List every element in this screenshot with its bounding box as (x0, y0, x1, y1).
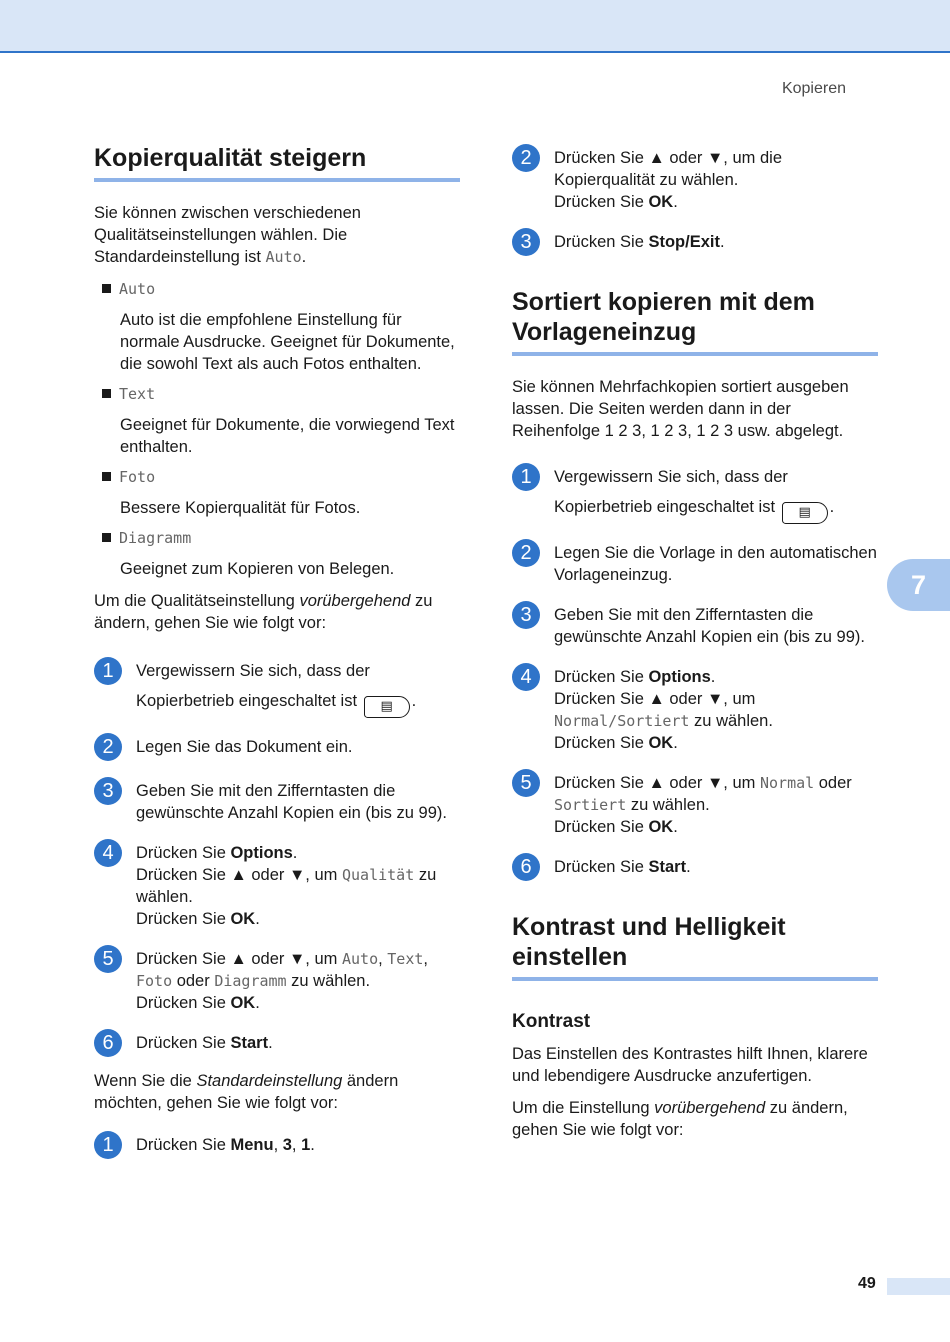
option-auto-desc: Auto ist die empfohlene Einstellung für normale Ausdrucke. Geeignet für Dokumente, die sowohl Text als auch Fotos enthalten. (120, 311, 455, 373)
sort-intro: Sie können Mehrfachkopien sortiert ausgeben lassen. Die Seiten werden dann in der Reihenfolge 1 2 3, 1 2 3, 1 2 3 usw. abgelegt. (512, 378, 849, 440)
step-4: 4 Drücken Sie Options. Drücken Sie ▲ oder ▼, um Qualität zu wählen. Drücken Sie OK. (94, 842, 460, 930)
step-5: 5 Drücken Sie ▲ oder ▼, um Auto, Text, Foto oder Diagramm zu wählen. Drücken Sie OK. (94, 948, 460, 1014)
contrast-temp-intro: Um die Einstellung vorübergehend zu ändern, gehen Sie wie folgt vor: (512, 1099, 848, 1139)
subsection-title-contrast: Kontrast (512, 1011, 591, 1032)
step-number: 1 (94, 657, 122, 685)
option-foto: Foto (102, 466, 460, 489)
step-number: 2 (512, 144, 540, 172)
section-title-sort: Sortiert kopieren mit dem Vorlageneinzug (512, 287, 878, 356)
step-3: 3 Geben Sie mit den Zifferntasten die gewünschte Anzahl Kopien ein (bis zu 99). (94, 780, 460, 824)
step-number: 1 (94, 1131, 122, 1159)
footer-band (887, 1278, 950, 1295)
left-column (94, 143, 460, 1160)
step-number: 4 (512, 663, 540, 691)
copy-mode-key-icon: ▤ (364, 696, 410, 718)
default-step-1: 1 Drücken Sie Menu, 3, 1. (94, 1134, 460, 1160)
square-bullet-icon (102, 389, 111, 398)
default-change-intro: Wenn Sie die Standardeinstellung ändern möchten, gehen Sie wie folgt vor: (94, 1072, 399, 1112)
sort-step-3: 3 Geben Sie mit den Zifferntasten die gewünschte Anzahl Kopien ein (bis zu 99). (512, 604, 878, 648)
sort-step-1: 1 Vergewissern Sie sich, dass der Kopierbetrieb eingeschaltet ist ▤ . (512, 466, 878, 524)
step-number: 4 (94, 839, 122, 867)
option-text: Text (102, 383, 460, 406)
contrast-intro: Das Einstellen des Kontrastes hilft Ihnen, klarere und lebendigere Ausdrucke anzufertigen. (512, 1045, 868, 1085)
step-number: 5 (512, 769, 540, 797)
step-number: 3 (512, 228, 540, 256)
quality-intro: Sie können zwischen verschiedenen Qualitätseinstellungen wählen. Die Standardeinstellung ist Auto. (94, 204, 361, 266)
section-title-quality: Kopierqualität steigern (94, 143, 460, 182)
step-number: 2 (512, 539, 540, 567)
temporary-change-intro: Um die Qualitätseinstellung vorübergehend zu ändern, gehen Sie wie folgt vor: (94, 592, 433, 632)
running-header: Kopieren (781, 80, 846, 97)
sort-step-6: 6 Drücken Sie Start. (512, 856, 878, 882)
square-bullet-icon (102, 284, 111, 293)
page-number: 49 (858, 1275, 876, 1292)
sort-step-4: 4 Drücken Sie Options. Drücken Sie ▲ oder ▼, um Normal/Sortiert zu wählen. Drücken Sie OK. (512, 666, 878, 754)
top-band (0, 0, 950, 53)
step-number: 5 (94, 945, 122, 973)
step-2: 2 Legen Sie das Dokument ein. (94, 736, 460, 762)
option-diagramm: Diagramm (102, 527, 460, 550)
step-number: 2 (94, 733, 122, 761)
sort-step-2: 2 Legen Sie die Vorlage in den automatischen Vorlageneinzug. (512, 542, 878, 586)
step-1: 1 Vergewissern Sie sich, dass der Kopierbetrieb eingeschaltet ist ▤ . (94, 660, 460, 718)
chapter-tab: 7 (887, 559, 950, 611)
square-bullet-icon (102, 472, 111, 481)
step-number: 6 (94, 1029, 122, 1057)
right-column (512, 143, 878, 1151)
option-diagramm-desc: Geeignet zum Kopieren von Belegen. (120, 560, 395, 578)
step-number: 6 (512, 853, 540, 881)
step-number: 3 (94, 777, 122, 805)
step-6: 6 Drücken Sie Start. (94, 1032, 460, 1058)
step-number: 1 (512, 463, 540, 491)
step-number: 3 (512, 601, 540, 629)
quality-step-3-cont: 3 Drücken Sie Stop/Exit. (512, 231, 878, 257)
option-text-desc: Geeignet für Dokumente, die vorwiegend Text enthalten. (120, 416, 455, 456)
option-auto: Auto (102, 278, 460, 301)
copy-mode-key-icon: ▤ (782, 502, 828, 524)
section-title-contrast: Kontrast und Helligkeit einstellen (512, 912, 878, 981)
option-foto-desc: Bessere Kopierqualität für Fotos. (120, 499, 361, 517)
square-bullet-icon (102, 533, 111, 542)
sort-step-5: 5 Drücken Sie ▲ oder ▼, um Normal oder Sortiert zu wählen. Drücken Sie OK. (512, 772, 878, 838)
quality-step-2-cont: 2 Drücken Sie ▲ oder ▼, um die Kopierqualität zu wählen. Drücken Sie OK. (512, 147, 878, 213)
